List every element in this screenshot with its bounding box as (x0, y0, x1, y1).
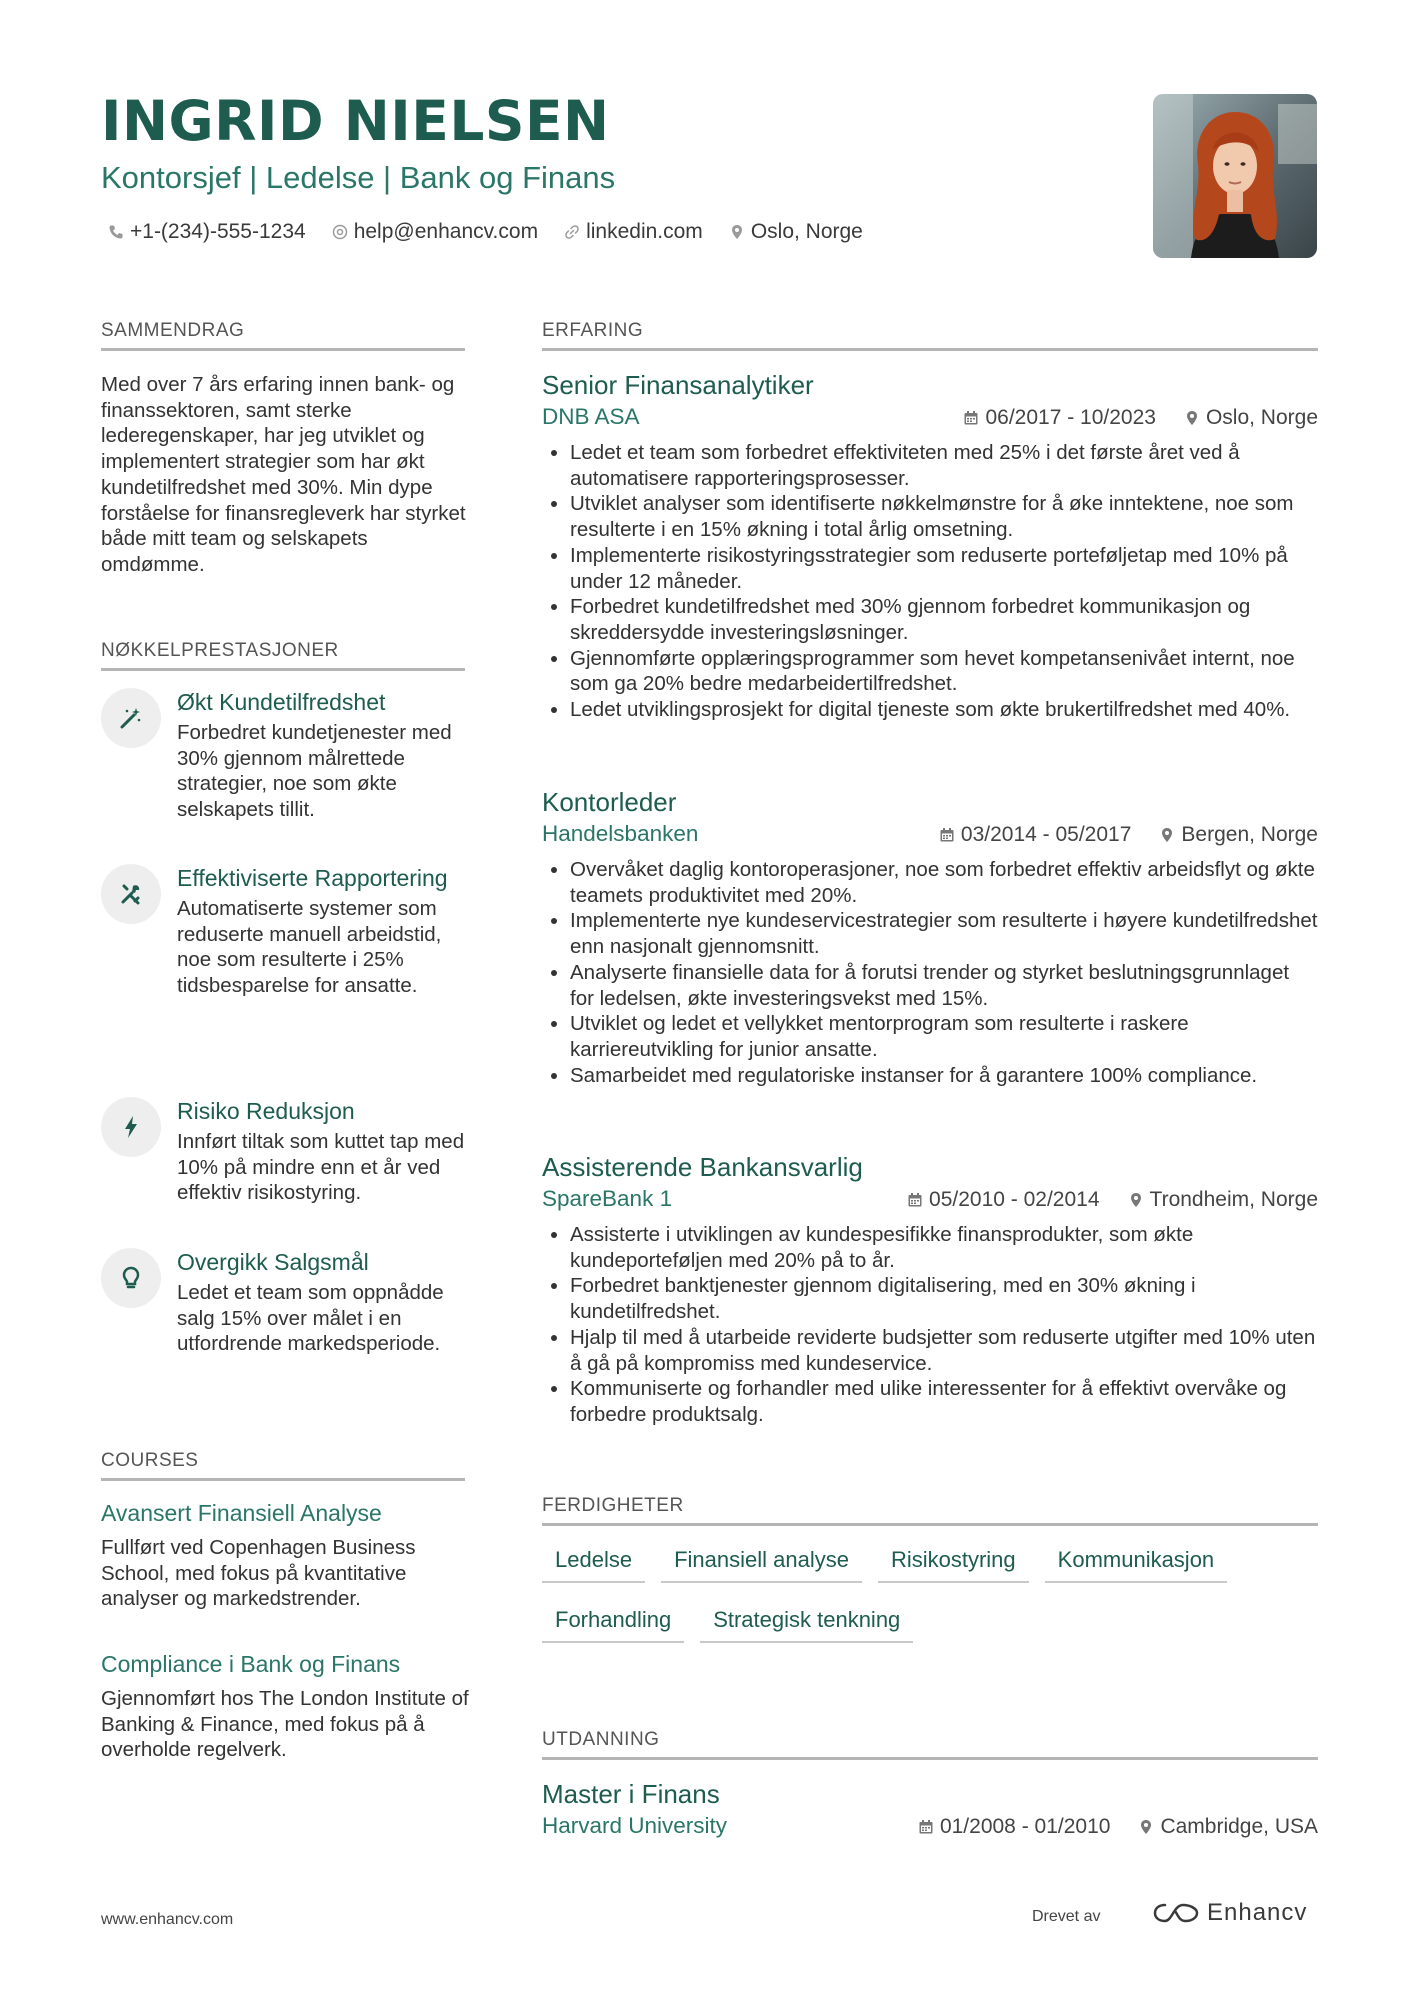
course-title: Avansert Finansiell Analyse (101, 1500, 382, 1526)
job-bullet: • Assisterte i utviklingen av kundespesifikke finansprodukter, som økte kundeporteføljen med 20% på to år. (570, 1222, 1318, 1273)
phone-icon (108, 224, 124, 240)
location-pin-icon (1128, 1192, 1144, 1208)
skill-tag: Finansiell analyse (661, 1545, 862, 1583)
education-degree: Master i Finans (542, 1779, 720, 1809)
resume-name: INGRID NIELSEN (101, 89, 610, 153)
job-bullet: • Ledet et team som forbedret effektiviteten med 25% i det første året ved å automatisere rapporteringsprosesser. (570, 440, 1318, 491)
magic-wand-icon (118, 705, 144, 731)
contact-linkedin[interactable] (564, 220, 703, 244)
job-bullet: • Utviklet og ledet et vellykket mentorprogram som resulterte i raskere karriereutvikling for junior ansatte. (570, 1011, 1318, 1062)
course-title: Compliance i Bank og Finans (101, 1651, 401, 1677)
email-text: help@enhancv.com (353, 220, 539, 243)
footer-powered-by: Drevet av (1032, 1908, 1101, 1925)
skill-tag: Ledelse (542, 1545, 645, 1583)
phone-text: +1-(234)-555-1234 (130, 220, 306, 243)
job-location: Trondheim, Norge (1149, 1188, 1318, 1211)
infinity-logo-icon (1153, 1901, 1199, 1925)
job-entry (542, 1151, 1318, 1428)
enhancv-brand-text: Enhancv (1207, 1899, 1308, 1926)
education-school: Harvard University (542, 1813, 728, 1838)
job-bullets (542, 440, 1318, 723)
lightbulb-icon (118, 1265, 144, 1291)
job-bullet: • Hjalp til med å utarbeide reviderte budsjetter som reduserte utgifter med 10% uten å gå på kompromiss med kundeservice. (570, 1325, 1318, 1376)
contact-location (729, 220, 863, 244)
job-bullet: • Kommuniserte og forhandler med ulike interessenter for å effektivt overvåke og forbedre produktsalg. (570, 1376, 1318, 1427)
job-dates: 05/2010 - 02/2014 (929, 1188, 1100, 1211)
course-item (101, 1651, 471, 1763)
contact-phone[interactable] (108, 220, 306, 244)
location-pin-icon (1138, 1819, 1154, 1835)
resume-subtitle: Kontorsjef | Ledelse | Bank og Finans (101, 160, 616, 195)
job-bullet: • Analyserte finansielle data for å forutsi trender og styrket beslutningsgrunnlaget for ledelsen, økte investeringsvekst med 15%. (570, 960, 1318, 1011)
skill-tag: Risikostyring (878, 1545, 1029, 1583)
skill-tag: Forhandling (542, 1605, 684, 1643)
summary-text: Med over 7 års erfaring innen bank- og finanssektoren, samt sterke lederegenskaper, har jeg utviklet og implementert strategier som har økt kundetilfredshet med 30%. Min dype forståelse for finansregleverk har styrket både mitt team og selskapets omdømme. (101, 373, 466, 576)
skills-section-title: FERDIGHETER (542, 1495, 1318, 1526)
achievements-section-title: NØKKELPRESTASJONER (101, 640, 465, 671)
job-bullet: • Utviklet analyser som identifiserte nøkkelmønstre for å øke inntektene, noe som resulterte i en 15% økning i total årlig omsetning. (570, 491, 1318, 542)
link-icon (564, 224, 580, 240)
job-bullet: • Overvåket daglig kontoroperasjoner, noe som forbedret effektiv arbeidsflyt og økte teamets produktivitet med 20%. (570, 857, 1318, 908)
location-pin-icon (729, 224, 745, 240)
location-pin-icon (1159, 827, 1175, 843)
achievement-title: Overgikk Salgsmål (177, 1249, 369, 1275)
achievement-title: Effektiviserte Rapportering (177, 865, 448, 891)
job-title: Kontorleder (542, 787, 677, 817)
contact-email[interactable] (332, 220, 538, 244)
job-location: Oslo, Norge (1205, 406, 1318, 429)
achievement-text: Forbedret kundetjenester med 30% gjennom målrettede strategier, noe som økte selskapets tillit. (177, 721, 452, 822)
achievement-title: Økt Kundetilfredshet (177, 689, 386, 715)
achievement-text: Automatiserte systemer som reduserte manuell arbeidstid, noe som resulterte i 25% tidsbesparelse for ansatte. (177, 897, 442, 998)
summary-section-title: SAMMENDRAG (101, 320, 465, 351)
calendar-icon (963, 410, 979, 426)
job-bullet: • Samarbeidet med regulatoriske instanser for å garantere 100% compliance. (570, 1063, 1318, 1089)
location-pin-icon (1184, 410, 1200, 426)
job-dates: 06/2017 - 10/2023 (985, 406, 1156, 429)
education-entry (542, 1778, 1318, 1845)
job-company: Handelsbanken (542, 821, 699, 846)
education-dates: 01/2008 - 01/2010 (939, 1815, 1111, 1838)
profile-photo (1153, 94, 1317, 258)
achievement-title: Risiko Reduksjon (177, 1098, 355, 1124)
course-text: Fullført ved Copenhagen Business School, med fokus på kvantitative analyser og markedstrender. (101, 1536, 416, 1611)
job-bullet: • Implementerte nye kundeservicestrategier som resulterte i høyere kundetilfredshet enn nasjonalt gjennomsnitt. (570, 908, 1318, 959)
education-location: Cambridge, USA (1160, 1815, 1318, 1838)
job-bullet: • Gjennomførte opplæringsprogrammer som hevet kompetansenivået internt, noe som ga 20% bedre medarbeidertilfredshet. (570, 646, 1318, 697)
skill-tag: Strategisk tenkning (700, 1605, 913, 1643)
calendar-icon (907, 1192, 923, 1208)
job-bullets (542, 857, 1318, 1088)
course-item (101, 1500, 471, 1612)
job-bullet: • Forbedret banktjenester gjennom digitalisering, med en 30% økning i kundetilfredshet. (570, 1273, 1318, 1324)
footer-url[interactable]: www.enhancv.com (101, 1911, 234, 1928)
job-bullet: • Implementerte risikostyringsstrategier som reduserte porteføljetap med 10% på under 12 måneder. (570, 543, 1318, 594)
job-bullets (542, 1222, 1318, 1428)
job-title: Senior Finansanalytiker (542, 370, 814, 400)
tools-icon (118, 881, 144, 907)
skill-tag: Kommunikasjon (1045, 1545, 1228, 1583)
lightning-icon (118, 1114, 144, 1140)
job-entry (542, 369, 1318, 723)
at-icon (332, 224, 348, 240)
job-company: DNB ASA (542, 404, 640, 429)
job-dates: 03/2014 - 05/2017 (960, 823, 1132, 846)
achievement-text: Innført tiltak som kuttet tap med 10% på mindre enn et år ved effektiv risikostyring. (177, 1130, 465, 1205)
job-title: Assisterende Bankansvarlig (542, 1152, 863, 1182)
job-company: SpareBank 1 (542, 1186, 673, 1211)
calendar-icon (918, 1819, 934, 1835)
job-entry (542, 786, 1318, 1088)
contact-bar (108, 220, 863, 244)
skills-list (542, 1545, 1318, 1643)
job-location: Bergen, Norge (1181, 823, 1318, 846)
calendar-icon (939, 827, 955, 843)
linkedin-text: linkedin.com (586, 220, 703, 243)
courses-section-title: COURSES (101, 1450, 465, 1481)
job-bullet: • Ledet utviklingsprosjekt for digital tjeneste som økte brukertilfredshet med 40%. (570, 697, 1318, 723)
experience-section-title: ERFARING (542, 320, 1318, 351)
location-text: Oslo, Norge (750, 220, 863, 243)
achievement-text: Ledet et team som oppnådde salg 15% over målet i en utfordrende markedsperiode. (177, 1281, 444, 1356)
job-bullet: • Forbedret kundetilfredshet med 30% gjennom forbedret kommunikasjon og skreddersydde investeringsløsninger. (570, 594, 1318, 645)
enhancv-logo[interactable] (1153, 1899, 1307, 1927)
course-text: Gjennomført hos The London Institute of Banking & Finance, med fokus på å overholde regelverk. (101, 1687, 469, 1762)
education-section-title: UTDANNING (542, 1729, 1318, 1760)
